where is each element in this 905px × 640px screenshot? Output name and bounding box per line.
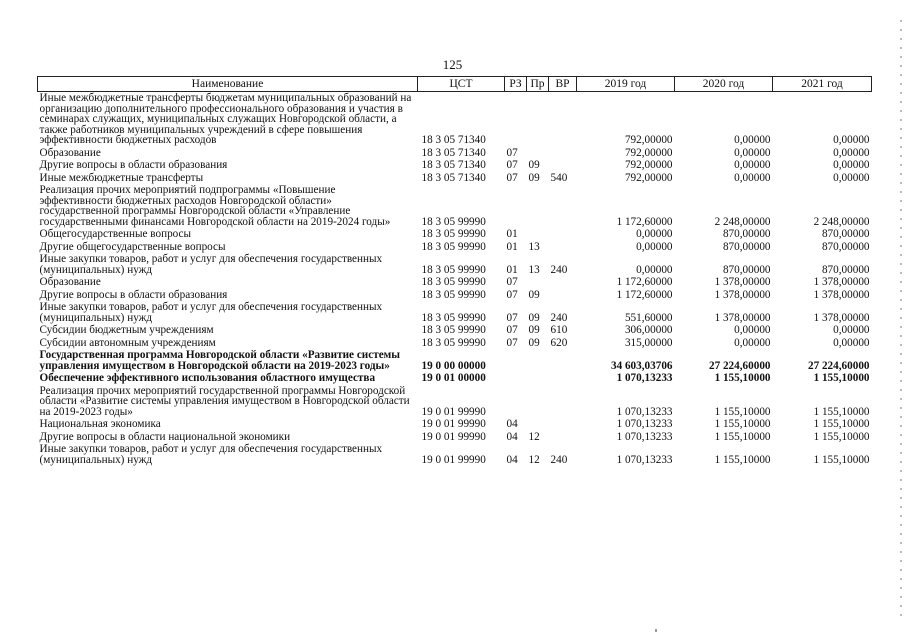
row-vr (549, 349, 577, 372)
row-value-2019: 1 070,13233 (616, 405, 673, 418)
row-value-2020: 1 155,10000 (714, 430, 771, 443)
row-value-2019: 1 070,13233 (616, 372, 673, 384)
row-value-2020: 2 248,00000 (714, 215, 771, 228)
row-value-2020: 870,00000 (722, 263, 771, 276)
row-value-2019: 792,00000 (624, 159, 673, 171)
row-vr (549, 241, 577, 254)
row-rz: 07 (506, 276, 518, 288)
row-value-2019: 1 172,60000 (616, 288, 673, 301)
row-value-2021: 1 378,00000 (813, 288, 870, 301)
row-cst: 18 3 05 71340 (421, 146, 486, 159)
row-value-2020: 0,00000 (734, 171, 771, 184)
row-rz: 07 (506, 288, 518, 301)
row-name: Субсидии бюджетным учреждениям (39, 324, 214, 336)
table-row (38, 385, 872, 419)
row-vr (549, 184, 577, 228)
row-vr (549, 431, 577, 444)
row-value-2020: 0,00000 (734, 134, 771, 146)
row-value-2021: 1 155,10000 (813, 372, 870, 384)
row-value-2019: 792,00000 (624, 134, 673, 146)
row-name: Образование (39, 276, 101, 288)
row-cst: 18 3 05 99990 (421, 324, 486, 336)
row-value-2020: 0,00000 (734, 324, 771, 336)
row-vr: 240 (550, 453, 568, 466)
row-vr (549, 418, 577, 431)
row-name: Иные межбюджетные трансферты (39, 171, 204, 184)
row-name: Общегосударственные вопросы (39, 228, 192, 240)
scan-edge-marks (900, 20, 902, 620)
table-row (38, 276, 872, 289)
row-cst: 19 0 01 99990 (421, 430, 486, 443)
row-cst: 19 0 01 99990 (421, 418, 486, 430)
row-name: Реализация прочих мероприятий государственной программы Новгородской области «Развитие системы управления имуществом в Новгородской области на 2019-2023 годы» (39, 384, 410, 418)
table-row (38, 372, 872, 385)
row-rz: 07 (506, 324, 518, 336)
scan-dot (655, 629, 657, 632)
row-name: Обеспечение эффективного использования областного имущества (39, 372, 376, 384)
row-vr: 240 (550, 263, 568, 276)
row-vr (549, 228, 577, 241)
row-cst: 18 3 05 99990 (421, 288, 486, 301)
row-value-2021: 870,00000 (821, 228, 870, 240)
row-rz (505, 349, 527, 372)
row-name: Реализация прочих мероприятий подпрограммы «Повышение эффективности бюджетных расходов Новгородской области» государственной программы Новгородской области «Управление государственными финансами Новгородской области на 2019-2024 годы» (39, 184, 391, 228)
row-cst: 18 3 05 99990 (421, 311, 486, 324)
row-name: Государственная программа Новгородской области «Развитие системы управления имуществом в Новгородской области на 2019-2023 годы» (39, 349, 401, 372)
row-vr (549, 372, 577, 385)
table-row (38, 443, 872, 466)
row-cst: 19 0 01 99990 (421, 405, 486, 418)
row-rz (505, 385, 527, 419)
row-name: Другие общегосударственные вопросы (39, 240, 226, 253)
table-row (38, 418, 872, 431)
row-pr (527, 349, 549, 372)
row-cst: 19 0 00 00000 (421, 359, 486, 372)
header-rz: РЗ (505, 77, 527, 92)
row-value-2020: 1 155,10000 (714, 453, 771, 466)
row-cst: 18 3 05 99990 (421, 336, 486, 349)
row-pr (527, 372, 549, 385)
row-value-2020: 1 378,00000 (714, 276, 771, 288)
row-rz (505, 184, 527, 228)
table-row (38, 228, 872, 241)
row-value-2021: 1 155,10000 (813, 453, 870, 466)
row-name: Национальная экономика (39, 418, 161, 430)
row-pr: 09 (528, 159, 540, 171)
row-value-2021: 1 155,10000 (813, 405, 870, 418)
row-cst: 18 3 05 99990 (421, 240, 486, 253)
row-value-2020: 870,00000 (722, 228, 771, 240)
row-name: Иные закупки товаров, работ и услуг для обеспечения государственных (муниципальных) нужд (39, 301, 383, 324)
row-pr (527, 418, 549, 431)
row-pr (527, 92, 549, 147)
row-vr (549, 385, 577, 419)
row-value-2020: 27 224,60000 (708, 359, 771, 372)
row-value-2021: 0,00000 (833, 336, 870, 349)
row-rz: 04 (506, 430, 518, 443)
row-value-2019: 1 070,13233 (616, 453, 673, 466)
row-rz: 01 (506, 228, 518, 240)
row-value-2019: 1 172,60000 (616, 276, 673, 288)
header-pr: Пр (527, 77, 549, 92)
table-row (38, 324, 872, 337)
row-value-2020: 0,00000 (734, 336, 771, 349)
row-value-2021: 0,00000 (833, 171, 870, 184)
row-rz: 01 (506, 263, 518, 276)
row-value-2019: 1 172,60000 (616, 215, 673, 228)
row-pr: 09 (528, 288, 540, 301)
header-2021: 2021 год (773, 77, 872, 92)
row-pr: 09 (528, 336, 540, 349)
table-row (38, 289, 872, 302)
row-cst: 18 3 05 99990 (421, 215, 486, 228)
row-name: Другие вопросы в области образования (39, 288, 228, 301)
row-value-2020: 870,00000 (722, 240, 771, 253)
row-value-2021: 0,00000 (833, 159, 870, 171)
row-name: Образование (39, 146, 101, 159)
row-value-2020: 1 378,00000 (714, 311, 771, 324)
row-vr (549, 159, 577, 172)
row-pr (527, 276, 549, 289)
row-vr: 540 (550, 171, 568, 184)
header-vr: ВР (549, 77, 577, 92)
row-rz (505, 92, 527, 147)
row-rz: 07 (506, 146, 518, 159)
table-body (38, 92, 872, 467)
row-pr: 12 (528, 453, 540, 466)
row-value-2019: 34 603,03706 (610, 359, 673, 372)
row-cst: 19 0 01 99990 (421, 453, 486, 466)
row-value-2021: 870,00000 (821, 263, 870, 276)
row-pr (527, 147, 549, 160)
row-rz: 07 (506, 311, 518, 324)
row-pr (527, 228, 549, 241)
row-rz: 04 (506, 418, 518, 430)
table-header (38, 77, 872, 92)
row-vr (549, 276, 577, 289)
row-value-2020: 1 155,10000 (714, 405, 771, 418)
row-value-2019: 1 070,13233 (616, 418, 673, 430)
row-cst: 18 3 05 71340 (421, 134, 486, 146)
row-value-2021: 1 155,10000 (813, 430, 870, 443)
row-name: Иные закупки товаров, работ и услуг для обеспечения государственных (муниципальных) нужд (39, 253, 383, 276)
row-value-2021: 0,00000 (833, 134, 870, 146)
table-row (38, 337, 872, 350)
row-pr: 13 (528, 263, 540, 276)
table-row (38, 184, 872, 228)
row-rz: 07 (506, 336, 518, 349)
row-name: Другие вопросы в области национальной экономики (39, 430, 291, 443)
row-vr: 610 (550, 324, 568, 336)
row-value-2021: 0,00000 (833, 324, 870, 336)
row-pr: 12 (528, 430, 540, 443)
row-cst: 18 3 05 71340 (421, 159, 486, 171)
row-name: Другие вопросы в области образования (39, 159, 228, 171)
table-row (38, 431, 872, 444)
header-cst: ЦСТ (418, 77, 505, 92)
row-value-2021: 1 155,10000 (813, 418, 870, 430)
row-value-2019: 315,00000 (624, 336, 673, 349)
row-value-2021: 1 378,00000 (813, 276, 870, 288)
table-row (38, 253, 872, 276)
row-vr (549, 289, 577, 302)
row-value-2020: 1 378,00000 (714, 288, 771, 301)
table-row (38, 301, 872, 324)
row-value-2019: 792,00000 (624, 171, 673, 184)
row-pr (527, 385, 549, 419)
row-value-2019: 0,00000 (636, 263, 673, 276)
table-row (38, 147, 872, 160)
page-number: 125 (442, 57, 463, 72)
row-value-2019: 0,00000 (636, 240, 673, 253)
table-row (38, 92, 872, 147)
row-value-2021: 0,00000 (833, 146, 870, 159)
row-value-2019: 551,60000 (624, 311, 673, 324)
row-cst: 18 3 05 99990 (421, 276, 486, 288)
row-value-2019: 1 070,13233 (616, 430, 673, 443)
row-vr: 620 (550, 336, 568, 349)
row-pr: 13 (528, 240, 540, 253)
row-pr: 09 (528, 311, 540, 324)
table-row (38, 349, 872, 372)
row-value-2019: 306,00000 (624, 324, 673, 336)
row-rz: 07 (506, 171, 518, 184)
row-cst: 18 3 05 99990 (421, 263, 486, 276)
row-value-2021: 27 224,60000 (807, 359, 870, 372)
row-value-2019: 792,00000 (624, 146, 673, 159)
budget-table (37, 76, 872, 466)
row-rz: 07 (506, 159, 518, 171)
row-value-2021: 2 248,00000 (813, 215, 870, 228)
row-rz: 01 (506, 240, 518, 253)
row-name: Субсидии автономным учреждениям (39, 336, 216, 349)
table-row (38, 159, 872, 172)
row-rz (505, 372, 527, 385)
header-2020: 2020 год (675, 77, 773, 92)
row-vr (549, 147, 577, 160)
row-cst: 18 3 05 99990 (421, 228, 486, 240)
row-value-2021: 1 378,00000 (813, 311, 870, 324)
row-vr (549, 92, 577, 147)
row-value-2020: 1 155,10000 (714, 372, 771, 384)
row-cst: 18 3 05 71340 (421, 171, 486, 184)
table-row (38, 172, 872, 185)
row-pr: 09 (528, 171, 540, 184)
row-cst: 19 0 01 00000 (421, 372, 486, 384)
row-pr: 09 (528, 324, 540, 336)
row-pr (527, 184, 549, 228)
row-vr: 240 (550, 311, 568, 324)
row-value-2021: 870,00000 (821, 240, 870, 253)
row-name: Иные закупки товаров, работ и услуг для обеспечения государственных (муниципальных) нужд (39, 443, 383, 466)
row-value-2020: 0,00000 (734, 159, 771, 171)
header-name: Наименование (38, 77, 418, 92)
row-name: Иные межбюджетные трансферты бюджетам муниципальных образований на организацию дополнительного профессионального образования и участия в семинарах служащих, муниципальных служащих Новгородской области, а также работников муниципальных учреждений в сфере повышения эффективности бюджетных расходов (39, 92, 412, 146)
row-rz: 04 (506, 453, 518, 466)
row-value-2020: 1 155,10000 (714, 418, 771, 430)
header-2019: 2019 год (577, 77, 675, 92)
row-value-2019: 0,00000 (636, 228, 673, 240)
row-value-2020: 0,00000 (734, 146, 771, 159)
table-row (38, 241, 872, 254)
